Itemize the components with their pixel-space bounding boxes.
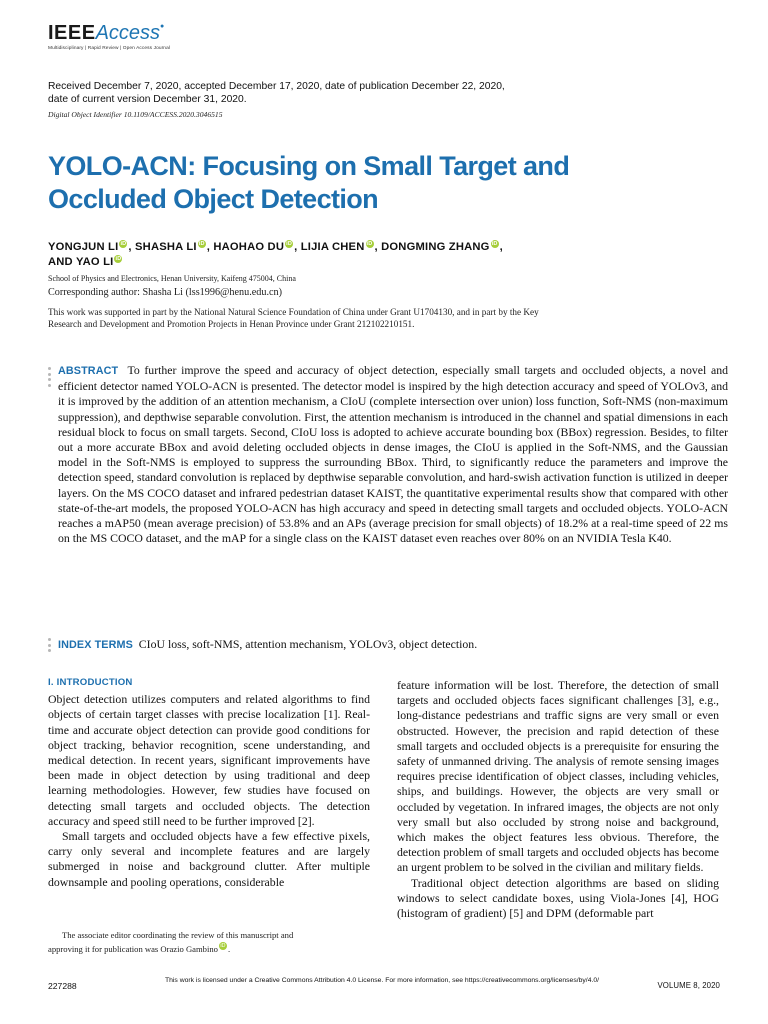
orcid-icon[interactable]: iD — [491, 241, 498, 247]
paragraph: feature information will be lost. Therefore, the detection of small targets and occluded objects faces significant challenges [3], e.g., long-distance pedestrians and traffic signs are very small or even obstructed. However, the precision and rapid detection of these small targets and occluded objects is a prerequisite for ensuring the safety of unmanned driving. The analysis of remote sensing images requires precise identification of object classes, including vehicles, ships, and buildings. However, the objects are very small or occluded by vegetation. In infrared images, the objects are not only very small but also occluded by strong noise and background, which makes the object features less obvious. Therefore, the detection problem of small targets and occluded objects has become an urgent problem to be solved in the civilian and military fields. — [397, 678, 719, 875]
author-name: DONGMING ZHANG — [381, 241, 490, 253]
footnote-line-2 — [48, 942, 370, 956]
publication-dates — [48, 80, 728, 106]
author-name: SHASHA LI — [135, 241, 197, 253]
page-number: 227288 — [48, 981, 77, 991]
paragraph: Traditional object detection algorithms are based on sliding windows to select candidate boxes, using Viola-Jones [4], HOG (histogram of gradient) [5] and DPM (deformable part — [397, 875, 719, 921]
index-terms-text: CIoU loss, soft-NMS, attention mechanism, YOLOv3, object detection. — [138, 637, 478, 651]
orcid-icon[interactable]: iD — [220, 943, 226, 949]
corresponding-author: Corresponding author: Shasha Li (lss1996@henu.edu.cn) — [48, 287, 283, 298]
author-separator: , — [294, 241, 301, 253]
logo-access: Access — [95, 22, 161, 44]
author-list — [48, 240, 738, 270]
logo-tagline: Multidisciplinary | Rapid Review | Open Access Journal — [48, 46, 171, 51]
orcid-icon[interactable]: iD — [115, 256, 122, 262]
footnote-end: . — [227, 944, 231, 954]
journal-logo — [48, 22, 170, 51]
abstract-marker-icon — [48, 367, 52, 389]
section-heading: I. INTRODUCTION — [48, 677, 133, 688]
author-name: YONGJUN LI — [48, 241, 119, 253]
logo-ieee: IEEE — [48, 22, 96, 44]
paragraph: Small targets and occluded objects have a few effective pixels, carry only several and incomplete features and are largely submerged in noise and background clutter. After multiple downsample and pooling operations, considerable — [48, 829, 370, 889]
affiliation: School of Physics and Electronics, Henan University, Kaifeng 475004, China — [48, 274, 296, 283]
funding-statement — [48, 306, 718, 330]
abstract-label: ABSTRACT — [58, 365, 119, 377]
dates-line-1: Received December 7, 2020, accepted December 17, 2020, date of publication December 22, 2020, — [48, 81, 505, 92]
title-line-1: YOLO-ACN: Focusing on Small Target and — [48, 151, 570, 181]
body-column-left — [48, 675, 370, 890]
author-separator: , — [128, 241, 136, 253]
logo-mark-icon: ● — [160, 22, 165, 30]
funding-line-1: This work was supported in part by the National Natural Science Foundation of China under Grant U1704130, and in part by the Key — [48, 307, 539, 317]
author-separator: , — [374, 241, 382, 253]
orcid-icon[interactable]: iD — [198, 241, 205, 247]
paragraph: Object detection utilizes computers and related algorithms to find objects of certain target classes with precise localization [1]. Real-time and accurate object detection can provide good conditions for object tracking, behavior recognition, scene understanding, and medical detection. In recent years, significant improvements have been made in object detection by using traditional and deep learning methodologies. However, few studies have focused on detecting small targets and occluded objects. The detection accuracy and speed still need to be further improved [2]. — [48, 692, 370, 828]
footnote-text: approving it for publication was Orazio Gambino — [48, 944, 218, 954]
orcid-icon[interactable]: iD — [120, 241, 127, 247]
author-name: LIJIA CHEN — [300, 241, 365, 253]
author-separator: , — [206, 241, 214, 253]
footnote-line-1: The associate editor coordinating the review of this manuscript and — [62, 930, 294, 940]
volume-label: VOLUME 8, 2020 — [657, 981, 720, 990]
orcid-icon[interactable]: iD — [286, 241, 293, 247]
license-notice[interactable]: This work is licensed under a Creative Commons Attribution 4.0 License. For more information, see https://creativecommons.org/licenses/by/4.0/ — [164, 977, 600, 984]
title-line-2: Occluded Object Detection — [48, 184, 379, 214]
dates-line-2: date of current version December 31, 2020. — [48, 94, 247, 105]
author-name: AND YAO LI — [48, 256, 114, 268]
index-terms-label: INDEX TERMS — [58, 639, 133, 651]
abstract-text: To further improve the speed and accuracy of object detection, especially small targets and occluded objects, a novel and efficient detector named YOLO-ACN is presented. The detector model is inspired by the high detection accuracy and speed of YOLOv3, and it is improved by the addition of an attention mechanism, a CIoU (complete intersection over union) loss function, Soft-NMS (non-maximum suppression), and depthwise separable convolution. First, the attention mechanism is introduced in the channel and spatial dimensions in each residual block to focus on small targets. Second, CIoU loss is adopted to achieve accurate bounding box (BBox) regression. Besides, to filter out a more accurate BBox and avoid deleting occluded objects in dense images, the CIoU is applied in the Soft-NMS, and the Gaussian model in the Soft-NMS is employed to suppress the surrounding BBox. Third, to significantly reduce the parameters and improve the detection speed, standard convolution is replaced by depthwise separable convolution, and hard-swish activation function is utilized in deeper layers. On the MS COCO dataset and infrared pedestrian dataset KAIST, the quantitative experimental results show that compared with other state-of-the-art models, the proposed YOLO-ACN has high accuracy and speed in detecting small targets and occluded objects. YOLO-ACN reaches a mAP50 (mean average precision) of 53.8% and an APs (average precision for small objects) of 18.2% at a real-time speed of 22 ms on the MS COCO dataset, and the mAP for a single class on the KAIST dataset even reaches over 80% on an NVIDIA Tesla K40. — [58, 363, 728, 546]
funding-line-2: Research and Development and Promotion Projects in Henan Province under Grant 212102210151. — [48, 319, 415, 329]
abstract — [58, 363, 728, 546]
author-separator: , — [499, 241, 503, 253]
footnote — [48, 928, 370, 956]
paper-title — [48, 150, 728, 216]
author-name: HAOHAO DU — [213, 241, 285, 253]
doi: Digital Object Identifier 10.1109/ACCESS.2020.3046515 — [48, 110, 223, 119]
orcid-icon[interactable]: iD — [366, 241, 373, 247]
body-column-right — [397, 678, 719, 921]
index-terms-marker-icon — [48, 638, 52, 655]
index-terms — [58, 637, 728, 653]
